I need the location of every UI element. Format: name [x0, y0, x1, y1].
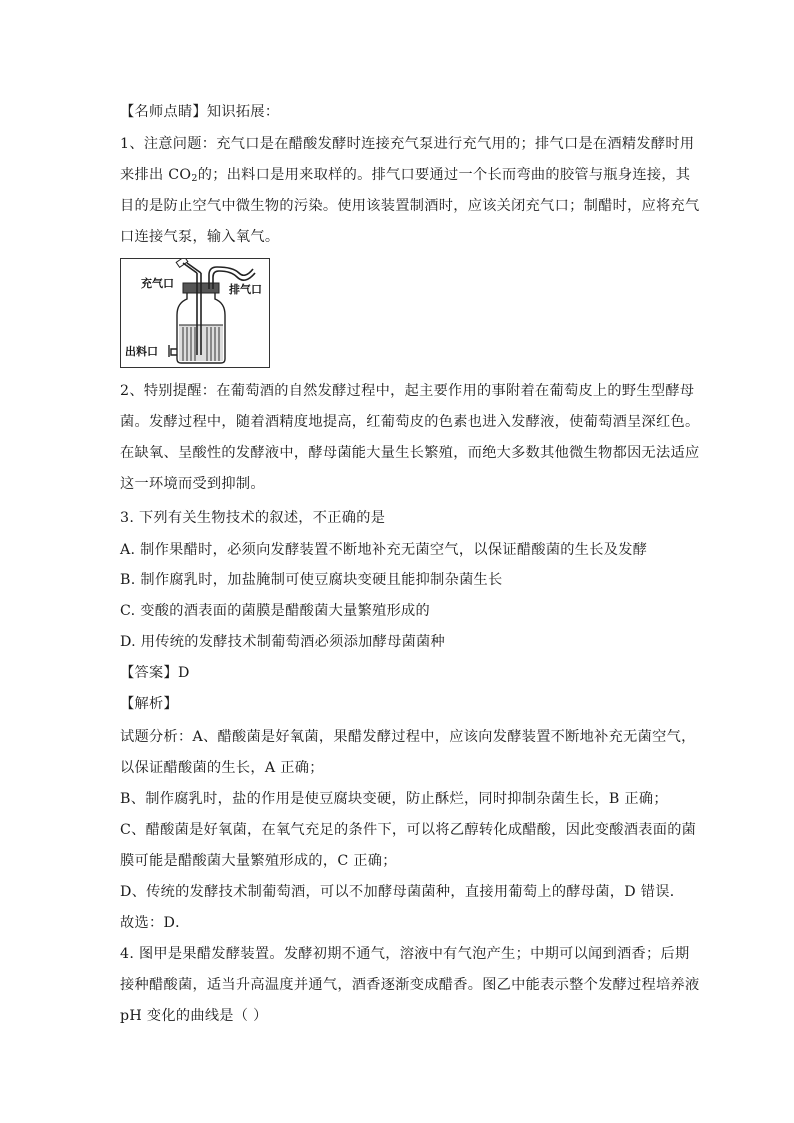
- q4-line: 接种醋酸菌，适当升高温度并通气，酒香逐渐变成醋香。图乙中能表示整个发酵过程培养液: [120, 977, 700, 993]
- label-outlet: 出料口: [125, 345, 158, 358]
- label-inlet: 充气口: [141, 277, 174, 290]
- q3-analysis-line: 故选：D．: [120, 915, 190, 931]
- tip1-line2: [120, 165, 691, 189]
- q3-analysis-header: 【解析】: [120, 696, 178, 712]
- q4-line: 4. 图甲是果醋发酵装置。发酵初期不通气，溶液中有气泡产生；中期可以闻到酒香；后期: [120, 946, 690, 962]
- tip2-line2: 菌。发酵过程中，随着酒精度地提高，红葡萄皮的色素也进入发酵液，使葡萄酒呈深红色。: [120, 414, 700, 430]
- fermentation-device-figure: [120, 258, 270, 368]
- q3-analysis-line: B、制作腐乳时，盐的作用是使豆腐块变硬，防止酥烂，同时抑制杂菌生长，B 正确；: [120, 791, 668, 807]
- tip1-line2-post: 的；出料口是用来取样的。排气口要通过一个长而弯曲的胶管与瓶身连接，其: [197, 167, 691, 183]
- q3-stem: 3. 下列有关生物技术的叙述，不正确的是: [120, 510, 386, 526]
- q4-line: pH 变化的曲线是（ ）: [120, 1008, 268, 1024]
- q3-analysis-line: D、传统的发酵技术制葡萄酒，可以不加酵母菌菌种，直接用葡萄上的酵母菌，D 错误．: [120, 884, 685, 900]
- q3-answer: 【答案】D: [120, 665, 190, 681]
- q3-option-d: D. 用传统的发酵技术制葡萄酒必须添加酵母菌菌种: [120, 634, 446, 650]
- tip-header: 【名师点睛】知识拓展：: [120, 104, 280, 120]
- q3-analysis-line: 膜可能是醋酸菌大量繁殖形成的，C 正确；: [120, 853, 397, 869]
- tip2-line4: 这一环境而受到抑制。: [120, 476, 265, 492]
- tip1-line1: 1、注意问题：充气口是在醋酸发酵时连接充气泵进行充气用的；排气口是在酒精发酵时用: [120, 136, 695, 152]
- q3-analysis-line: 试题分析：A、醋酸菌是好氧菌，果醋发酵过程中，应该向发酵装置不断地补充无菌空气，: [120, 729, 696, 745]
- q3-option-a: A. 制作果醋时，必须向发酵装置不断地补充无菌空气，以保证醋酸菌的生长及发酵: [120, 542, 648, 558]
- q3-analysis-line: 以保证醋酸菌的生长，A 正确；: [120, 760, 324, 776]
- tip2-line3: 在缺氧、呈酸性的发酵液中，酵母菌能大量生长繁殖，而绝大多数其他微生物都因无法适应: [120, 445, 700, 461]
- tip2-line1: 2、特别提醒：在葡萄酒的自然发酵过程中，起主要作用的事附着在葡萄皮上的野生型酵母: [120, 383, 695, 399]
- q3-option-b: B. 制作腐乳时，加盐腌制可使豆腐块变硬且能抑制杂菌生长: [120, 572, 503, 588]
- tip1-line2-pre: 来排出 CO: [120, 167, 192, 183]
- tip1-line3: 目的是防止空气中微生物的污染。使用该装置制酒时，应该关闭充气口；制醋时，应将充气: [120, 198, 700, 214]
- tip1-line4: 口连接气泵，输入氧气。: [120, 229, 280, 245]
- co2-subscript: 2: [191, 173, 198, 184]
- label-exhaust: 排气口: [229, 283, 262, 296]
- q3-analysis-line: C、醋酸菌是好氧菌，在氧气充足的条件下，可以将乙醇转化成醋酸，因此变酸酒表面的菌: [120, 822, 697, 838]
- q3-option-c: C. 变酸的酒表面的菌膜是醋酸菌大量繁殖形成的: [120, 603, 431, 619]
